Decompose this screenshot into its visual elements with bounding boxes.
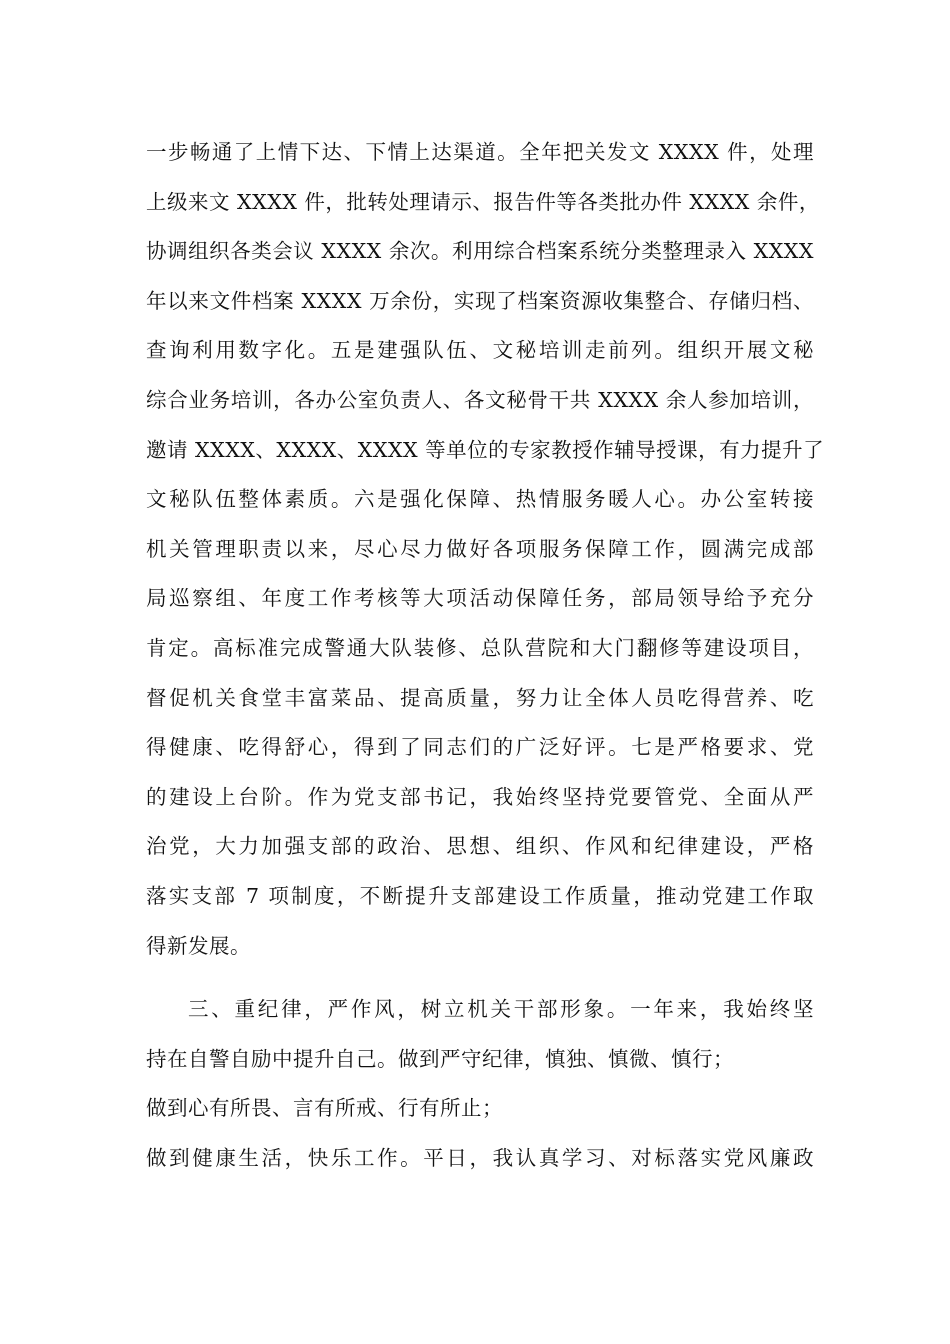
text-line: 上级来文 XXXX 件，批转处理请示、报告件等各类批办件 XXXX 余件， bbox=[146, 189, 820, 214]
text-line-first: 三、重纪律，严作风，树立机关干部形象。一年来，我始终坚 bbox=[188, 997, 814, 1021]
text-line: 得健康、吃得舒心，得到了同志们的广泛好评。七是严格要求、党 bbox=[146, 735, 814, 760]
text-line: 一步畅通了上情下达、下情上达渠道。全年把关发文 XXXX 件，处理 bbox=[146, 140, 814, 164]
paragraph-work-summary bbox=[146, 128, 825, 971]
text-line: 综合业务培训，各办公室负责人、各文秘骨干共 XXXX 余人参加培训， bbox=[146, 387, 814, 412]
text-line: 年以来文件档案 XXXX 万余份，实现了档案资源收集整合、存储归档、 bbox=[146, 288, 814, 313]
text-line: 督促机关食堂丰富菜品、提高质量，努力让全体人员吃得营养、吃 bbox=[146, 685, 814, 710]
text-line: 落实支部 7 项制度，不断提升支部建设工作质量，推动党建工作取 bbox=[146, 883, 814, 908]
text-line: 治党，大力加强支部的政治、思想、组织、作风和纪律建设，严格 bbox=[146, 834, 814, 859]
text-line: 机关管理职责以来，尽心尽力做好各项服务保障工作，圆满完成部 bbox=[146, 536, 814, 561]
text-line: 持在自警自励中提升自己。做到严守纪律，慎独、慎微、慎行； bbox=[146, 1046, 734, 1071]
text-line: 做到健康生活，快乐工作。平日，我认真学习、对标落实党风廉政 bbox=[146, 1145, 814, 1170]
text-line: 肯定。高标准完成警通大队装修、总队营院和大门翻修等建设项目， bbox=[146, 635, 814, 660]
text-line: 邀请 XXXX、XXXX、XXXX 等单位的专家教授作辅导授课，有力提升了 bbox=[146, 437, 825, 462]
text-line: 协调组织各类会议 XXXX 余次。利用综合档案系统分类整理录入 XXXX bbox=[146, 239, 814, 264]
text-line: 做到心有所畏、言有所戒、行有所止； bbox=[146, 1096, 503, 1121]
paragraph-discipline bbox=[146, 985, 814, 1183]
text-line: 文秘队伍整体素质。六是强化保障、热情服务暖人心。办公室转接 bbox=[146, 487, 814, 512]
text-line: 局巡察组、年度工作考核等大项活动保障任务，部局领导给予充分 bbox=[146, 586, 814, 611]
text-line: 查询利用数字化。五是建强队伍、文秘培训走前列。组织开展文秘 bbox=[146, 338, 814, 363]
text-line: 的建设上台阶。作为党支部书记，我始终坚持党要管党、全面从严 bbox=[146, 784, 814, 809]
text-line-last: 得新发展。 bbox=[146, 933, 251, 958]
